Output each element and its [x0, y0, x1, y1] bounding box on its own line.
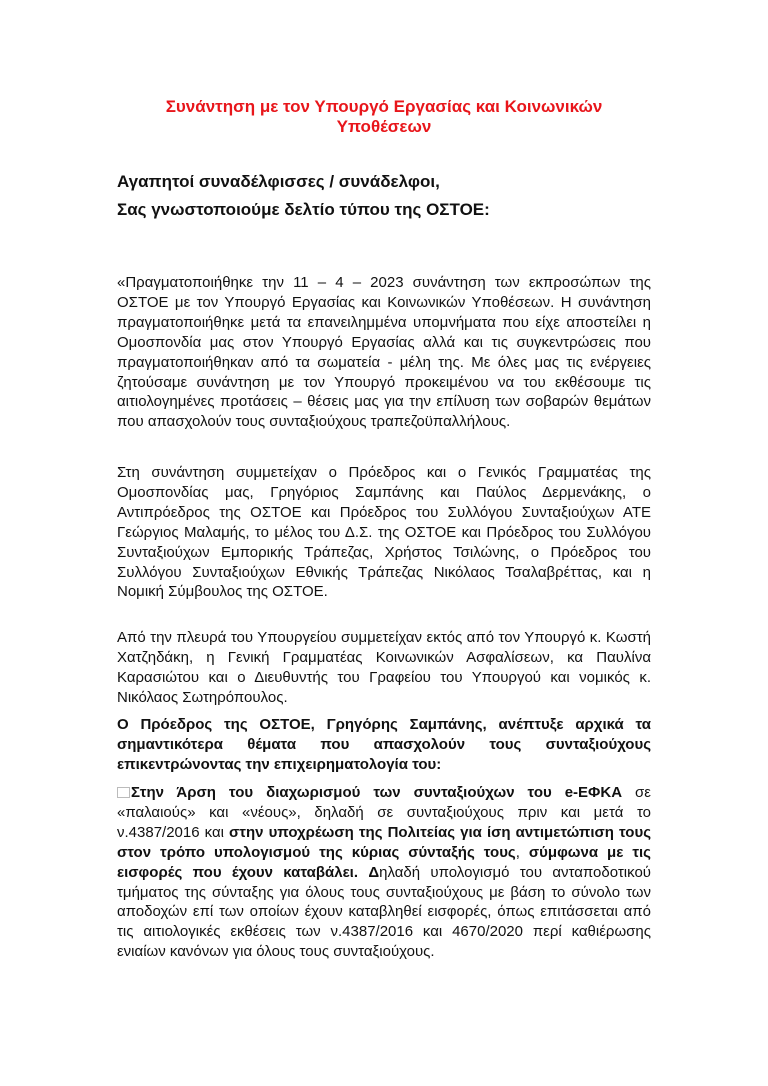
greeting: Αγαπητοί συναδέλφισσες / συνάδελφοι, — [117, 172, 440, 191]
paragraph-president: Ο Πρόεδρος της ΟΣΤΟΕ, Γρηγόρης Σαμπάνης, ανέπτυξε αρχικά τα σημαντικότερα θέματα που απασχολούν τους συνταξιούχους επικεντρώνοντας την επιχειρηματολογία του: — [117, 716, 651, 773]
item-text-4: ηλαδή υπολογισμό του ανταποδοτικού τμήματος της σύνταξης για όλους τους συνταξιούχους με βάση το σύνολο των αποδοχών επί των οποίων έχουν καταβληθεί εισφορές, όπως επιτάσσεται από τις αιτιολογικές εκθέσεις των ν.4387/2016 και 4670/2020 περί καθιέρωσης ενιαίων κανόνων για όλους τους συνταξιούχους. — [117, 863, 652, 961]
document-title: Συνάντηση με τον Υπουργό Εργασίας και Κοινωνικών Υποθέσεων — [165, 97, 603, 136]
item-bold-2: στην υποχρέωση της Πολιτείας για ίση αντιμετώπιση τους στον τρόπο υπολογισμού της κύριας σύνταξής τους — [117, 823, 651, 861]
item-text-3 — [358, 864, 368, 881]
intro-line: Σας γνωστοποιούμε δελτίο τύπου της ΟΣΤΟΕ: — [117, 200, 490, 219]
item-bold-3: σύμφωνα με τις εισφορές που έχουν καταβάλει. — [117, 843, 651, 881]
item-text-1: σε «παλαιούς» και «νέους», δηλαδή σε συνταξιούχους πριν και μετά το ν.4387/2016 και — [117, 784, 651, 841]
bullet-box-icon — [117, 787, 130, 798]
bullet-item — [117, 783, 651, 962]
item-bold-1: Στην Άρση του διαχωρισμού των συνταξιούχων του e-ΕΦΚΑ — [131, 784, 623, 801]
paragraph-ministry: Από την πλευρά του Υπουργείου συμμετείχαν εκτός από τον Υπουργό κ. Κωστή Χατζηδάκη, η Γενική Γραμματέας Κοινωνικών Ασφαλίσεων, κα Παυλίνα Καρασιώτου και ο Διευθυντής του Γραφείου του Υπουργού και νομικός κ. Νικόλαος Σωτηρόπουλος. — [117, 629, 651, 706]
item-text-2: , — [515, 843, 529, 861]
paragraph-participants: Στη συνάντηση συμμετείχαν ο Πρόεδρος και ο Γενικός Γραμματέας της Ομοσπονδίας μας, Γρηγόριος Σαμπάνης και Παύλος Δερμενάκης, ο Αντιπρόεδρος της ΟΣΤΟΕ και Πρόεδρος του Συλλόγου Συνταξιούχων ΑΤΕ Γεώργιος Μαλαμής, το μέλος του Δ.Σ. της ΟΣΤΟΕ και Πρόεδρος του Συλλόγου Συνταξιούχων Εμπορικής Τράπεζας, Χρήστος Τσιλώνης, ο Πρόεδρος του Συλλόγου Συνταξιούχων Εθνικής Τράπεζας Νικόλαος Τσαλαβρέττας, και η Νομική Σύμβουλος της ΟΣΤΟΕ. — [117, 464, 651, 601]
paragraph-meeting: «Πραγματοποιήθηκε την 11 – 4 – 2023 συνάντηση των εκπροσώπων της ΟΣΤΟΕ με τον Υπουργό Εργασίας και Κοινωνικών Υποθέσεων. Η συνάντηση πραγματοποιήθηκε μετά τα επανειλημμένα υπομνήματα που είχε αποστείλει η Ομοσπονδία μας στον Υπουργό Εργασίας αλλά και τις συγκεντρώσεις που πραγματοποιήθηκαν από τα σωματεία - μέλη της. Με όλες μας τις ενέργειες ζητούσαμε συνάντηση με τον Υπουργό προκειμένου να του εκθέσουμε τις αιτιολογημένες προτάσεις – θέσεις μας για την επίλυση των σοβαρών θεμάτων που απασχολούν τους συνταξιούχους τραπεζοϋπαλλήλους. — [117, 274, 651, 431]
item-bold-4: Δ — [368, 863, 380, 881]
